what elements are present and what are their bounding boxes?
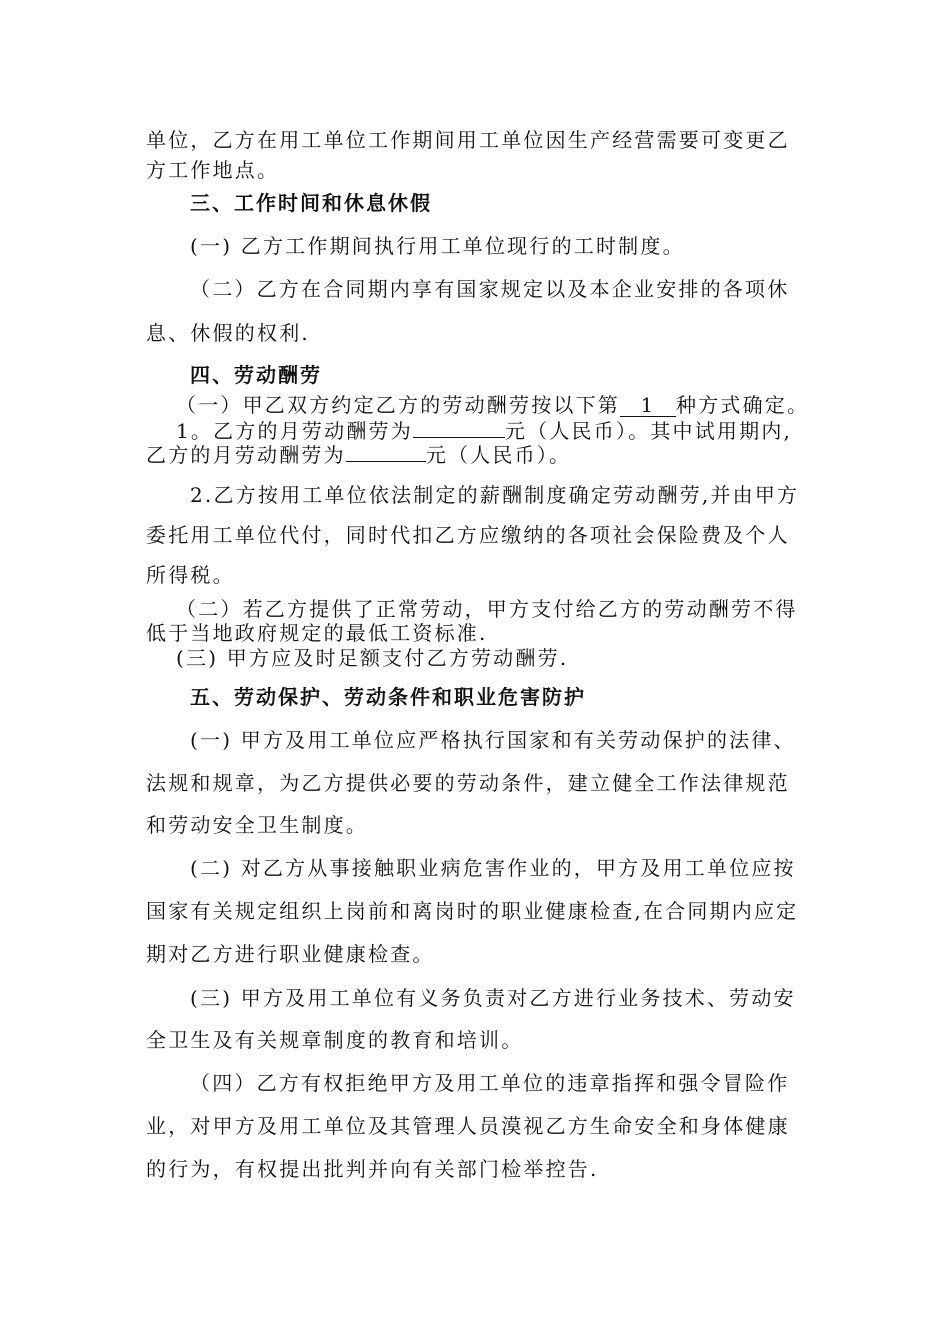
paragraph-line: 全卫生及有关规章制度的教育和培训。 [146,1028,524,1052]
paragraph-line: 国家有关规定组织上岗前和离岗时的职业健康检查,在合同期内应定 [146,899,799,923]
text-span: 种方式确定。 [676,393,810,417]
paragraph-line: 方工作地点。 [146,158,280,182]
paragraph-line: 单位，乙方在用工单位工作期间用工单位因生产经营需要可变更乙 [146,128,790,152]
paragraph-line: （二）若乙方提供了正常劳动，甲方支付给乙方的劳动酬劳不得 [176,597,798,621]
text-span: 元（人民币）。其中试用期内, [504,419,793,443]
paragraph-line: (二) 对乙方从事接触职业病危害作业的，甲方及用工单位应按 [190,856,796,880]
paragraph-line: 业，对甲方及用工单位及其管理人员漠视乙方生命安全和身体健康 [146,1114,790,1138]
paragraph-line [146,442,571,468]
section-heading-5: 五、劳动保护、劳动条件和职业危害防护 [190,685,586,709]
fill-in-blank-trial-salary [346,461,426,462]
paragraph-line: 和劳动安全卫生制度。 [146,813,368,837]
paragraph-line: (三) 甲方及用工单位有义务负责对乙方进行业务技术、劳动安 [190,986,796,1010]
text-span: （一）甲乙双方约定乙方的劳动酬劳按以下第 [176,393,620,417]
paragraph-line: （二）乙方在合同期内享有国家规定以及本企业安排的各项休 [190,277,790,301]
text-span: 乙方的月劳动酬劳为 [146,443,346,467]
fill-in-blank-salary [413,437,505,438]
text-span: 元（人民币）。 [425,443,572,467]
paragraph-line: (一) 乙方工作期间执行用工单位现行的工时制度。 [190,234,685,258]
paragraph-line: (一) 甲方及用工单位应严格执行国家和有关劳动保护的法律、 [190,728,796,752]
paragraph-line [176,418,792,444]
paragraph-line: 所得税。 [146,563,235,587]
section-heading-3: 三、工作时间和休息休假 [190,191,432,215]
paragraph-line: （四）乙方有权拒绝甲方及用工单位的违章指挥和强令冒险作 [190,1071,790,1095]
paragraph-line: 息、休假的权利. [146,321,310,345]
paragraph-line: 期对乙方进行职业健康检查。 [146,942,435,966]
fill-in-blank-method: 1 [620,394,676,417]
paragraph-line: 法规和规章，为乙方提供必要的劳动条件，建立健全工作法律规范 [146,771,790,795]
paragraph-line [176,392,809,418]
paragraph-line: 2.乙方按用工单位依法制定的薪酬制度确定劳动酬劳,并由甲方 [190,483,800,507]
paragraph-line: 委托用工单位代付，同时代扣乙方应缴纳的各项社会保险费及个人 [146,523,790,547]
paragraph-line: 低于当地政府规定的最低工资标准. [146,621,488,645]
text-span: 1。乙方的月劳动酬劳为 [176,419,413,443]
paragraph-line: 的行为，有权提出批判并向有关部门检举控告. [146,1157,599,1181]
paragraph-line: (三) 甲方应及时足额支付乙方劳动酬劳. [176,646,569,670]
section-heading-4: 四、劳动酬劳 [190,363,322,387]
